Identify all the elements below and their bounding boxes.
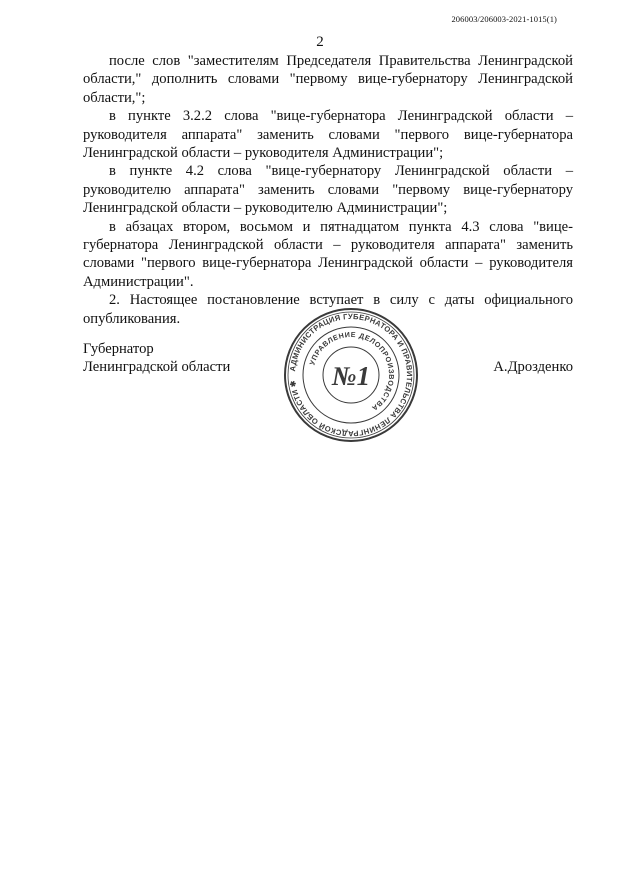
signer-position xyxy=(83,340,263,377)
seal-graphic xyxy=(283,307,419,443)
paragraph: после слов "заместителям Председателя Правительства Ленинградской области," дополнить словами "первому вице-губернатору Ленинградской области,"; xyxy=(83,53,573,106)
seal-outer-text-graphic: АДМИНИСТРАЦИЯ ГУБЕРНАТОРА И ПРАВИТЕЛЬСТВА ЛЕНИНГРАДСКОЙ ОБЛАСТИ ✱ xyxy=(288,311,415,439)
signer-name: А.Дрозденко xyxy=(493,359,573,376)
official-seal xyxy=(283,307,419,443)
page-number: 2 xyxy=(316,34,324,50)
signer-position-line: Губернатор xyxy=(83,341,154,357)
document-body xyxy=(83,52,573,328)
paragraph: в пункте 3.2.2 слова "вице-губернатора Ленинградской области – руководителя аппарата" заменить словами "первого вице-губернатора Ленинградской области – руководителя Администрации"; xyxy=(83,108,573,162)
paragraph: в абзацах втором, восьмом и пятнадцатом пункта 4.3 слова "вице-губернатора Ленинградской области – руководителя аппарата" заменить словами "первого вице-губернатора Ленинградской области – руководителя Администрации". xyxy=(83,218,573,290)
document-code: 206003/206003-2021-1015(1) xyxy=(451,14,557,24)
paragraph: 2. Настоящее постановление вступает в силу с даты официального опубликования. xyxy=(83,292,573,327)
paragraph: в пункте 4.2 слова "вице-губернатору Ленинградской области – руководителю аппарата" заменить словами "первому вице-губернатору Ленинградской области – руководителю Администрации"; xyxy=(83,163,573,217)
seal-center-number-graphic: №1 xyxy=(331,361,371,391)
seal-inner-text-graphic: УПРАВЛЕНИЕ ДЕЛОПРОИЗВОДСТВА xyxy=(307,329,397,414)
signer-position-line: Ленинградской области xyxy=(83,359,231,376)
